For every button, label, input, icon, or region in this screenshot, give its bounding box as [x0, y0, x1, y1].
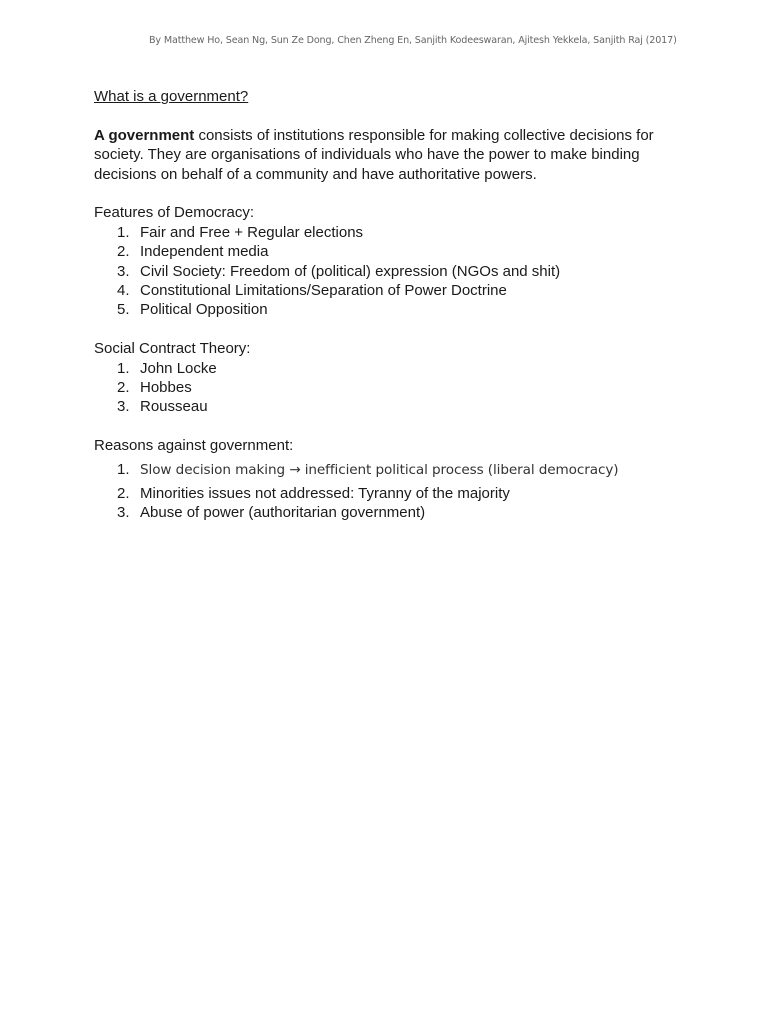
- list-number: 2.: [117, 485, 130, 503]
- document-body: [94, 87, 694, 523]
- list-item: [94, 223, 694, 242]
- list-item: [94, 484, 694, 503]
- definition-paragraph: [94, 126, 694, 184]
- list-item: [94, 460, 694, 480]
- author-header: By Matthew Ho, Sean Ng, Sun Ze Dong, Chen Zheng En, Sanjith Kodeeswaran, Ajitesh Yekkela, Sanjith Raj (2017): [149, 35, 677, 46]
- list-number: 3.: [117, 262, 130, 280]
- list-item: [94, 397, 694, 416]
- page-title: What is a government?: [94, 88, 249, 105]
- list-text: Minorities issues not addressed: Tyranny of the majority: [140, 485, 510, 503]
- list-number: 4.: [117, 282, 130, 300]
- list-number: 3.: [117, 398, 130, 416]
- list-number: 2.: [117, 379, 130, 397]
- list-text: Political Opposition: [140, 301, 268, 319]
- list-item: [94, 262, 694, 281]
- list-text: Hobbes: [140, 379, 192, 397]
- list-text: Fair and Free + Regular elections: [140, 223, 364, 241]
- list-number: 5.: [117, 301, 130, 319]
- list-text: Independent media: [140, 243, 269, 261]
- list-text: Civil Society: Freedom of (political) expression (NGOs and shit): [140, 262, 561, 280]
- against-list: [94, 460, 694, 523]
- democracy-label: Features of Democracy:: [94, 204, 255, 222]
- definition-term: A government: [94, 126, 195, 144]
- social-contract-list: [94, 359, 694, 417]
- list-item: [94, 300, 694, 319]
- list-text: Rousseau: [140, 398, 208, 416]
- list-item: [94, 281, 694, 300]
- against-label: Reasons against government:: [94, 437, 294, 455]
- list-item: [94, 359, 694, 378]
- list-number: 1.: [117, 223, 130, 241]
- definition-text: consists of institutions responsible for making collective decisions for society. They are organisations of individuals who have the power to make binding decisions on behalf of a community and have authoritative powers.: [94, 126, 654, 183]
- list-item: [94, 378, 694, 397]
- list-number: 2.: [117, 243, 130, 261]
- list-text: John Locke: [140, 359, 217, 377]
- list-number: 1.: [117, 460, 130, 478]
- list-text: Slow decision making → inefficient political process (liberal democracy): [140, 461, 619, 478]
- list-number: 3.: [117, 504, 130, 522]
- list-number: 1.: [117, 359, 130, 377]
- social-contract-label: Social Contract Theory:: [94, 340, 251, 358]
- list-text: Abuse of power (authoritarian government): [140, 504, 426, 522]
- list-item: [94, 503, 694, 522]
- list-item: [94, 242, 694, 261]
- list-text: Constitutional Limitations/Separation of Power Doctrine: [140, 282, 507, 300]
- democracy-list: [94, 223, 694, 320]
